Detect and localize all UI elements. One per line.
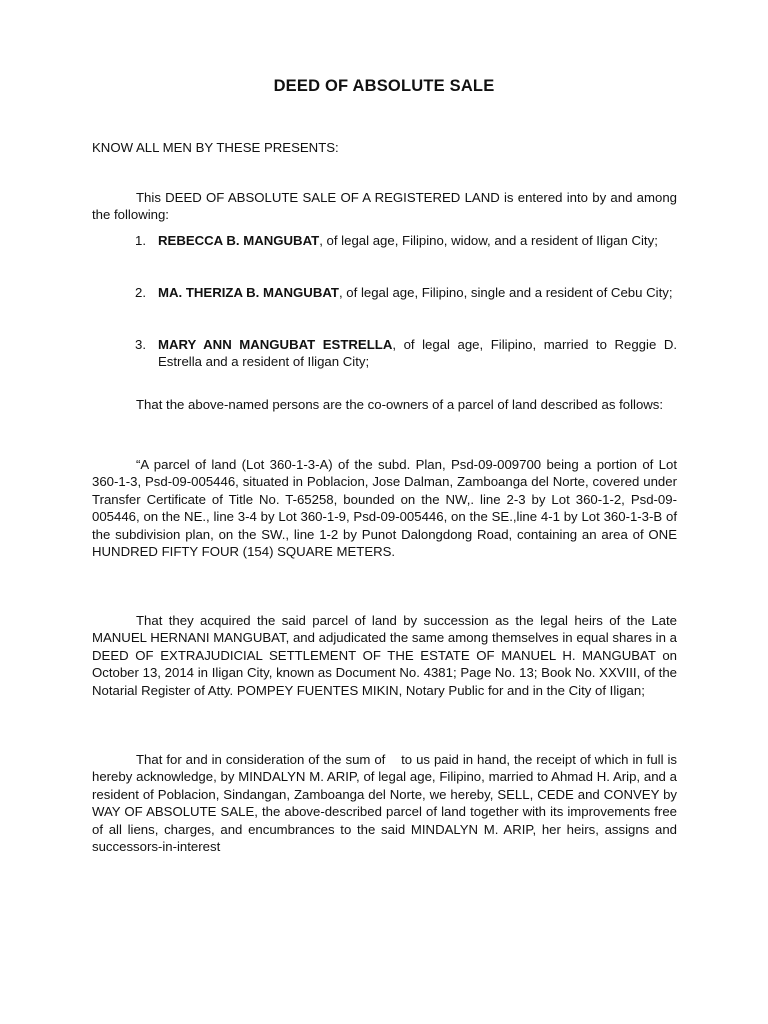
party-details: , of legal age, Filipino, single and a resident of Cebu City; — [338, 285, 673, 300]
party-details: , of legal age, Filipino, married to Reggie D. Estrella and a resident of Iligan City; — [158, 337, 678, 370]
party-item — [135, 336, 677, 371]
consideration-paragraph: That for and in consideration of the sum of to us paid in hand, the receipt of which in full is hereby acknowledge, by MINDALYN M. ARIP, of legal age, Filipino, married to Ahmad H. Arip, and a resident of Poblacion, Sindangan, Zamboanga del Norte, we hereby, SELL, CEDE and CONVEY by WAY OF ABSOLUTE SALE, the above-described parcel of land together with its improvements free of all liens, charges, and encumbrances to the said MINDALYN M. ARIP, her heirs, assigns and successors-in-interest — [92, 752, 681, 855]
document-title: DEED OF ABSOLUTE SALE — [273, 77, 495, 95]
party-name: REBECCA B. MANGUBAT — [158, 233, 320, 248]
acquisition-paragraph: That they acquired the said parcel of land by succession as the legal heirs of the Late MANUEL HERNANI MANGUBAT, and adjudicated the same among themselves in equal shares in a DEED OF EXTRAJUDICIAL SETTLEMENT OF THE ESTATE OF MANUEL H. MANGUBAT on October 13, 2014 in Iligan City, known as Document No. 4381; Page No. 13; Book No. XXVIII, of the Notarial Register of Atty. POMPEY FUENTES MIKIN, Notary Public for and in the City of Iligan; — [92, 613, 677, 698]
party-details: , of legal age, Filipino, widow, and a resident of Iligan City; — [319, 233, 658, 248]
intro-paragraph: This DEED OF ABSOLUTE SALE OF A REGISTERED LAND is entered into by and among the following: — [92, 190, 677, 223]
party-number: 2. — [135, 285, 146, 300]
party-number: 1. — [135, 233, 146, 248]
party-name: MA. THERIZA B. MANGUBAT — [158, 285, 339, 300]
salutation: KNOW ALL MEN BY THESE PRESENTS: — [92, 140, 339, 155]
party-item — [135, 232, 677, 249]
party-name: MARY ANN MANGUBAT ESTRELLA — [158, 337, 393, 352]
land-description: “A parcel of land (Lot 360-1-3-A) of the subd. Plan, Psd-09-009700 being a portion of Lot 360-1-3, Psd-09-005446, situated in Poblacion, Jose Dalman, Zamboanga del Norte, covered under Transfer Certificate of Title No. T-65258, bounded on the NW,. line 2-3 by Lot 360-1-2, Psd-09-005446, on the NE., line 3-4 by Lot 360-1-9, Psd-09-005446, on the SE.,line 4-1 by Lot 360-1-3-B of the subdivision plan, on the SW., line 1-2 by Punot Dalongdong Road, containing an area of ONE HUNDRED FIFTY FOUR (154) SQUARE METERS. — [92, 457, 677, 560]
party-number: 3. — [135, 337, 146, 352]
coowners-paragraph: That the above-named persons are the co-owners of a parcel of land described as follows: — [136, 397, 664, 412]
party-item — [135, 284, 677, 301]
